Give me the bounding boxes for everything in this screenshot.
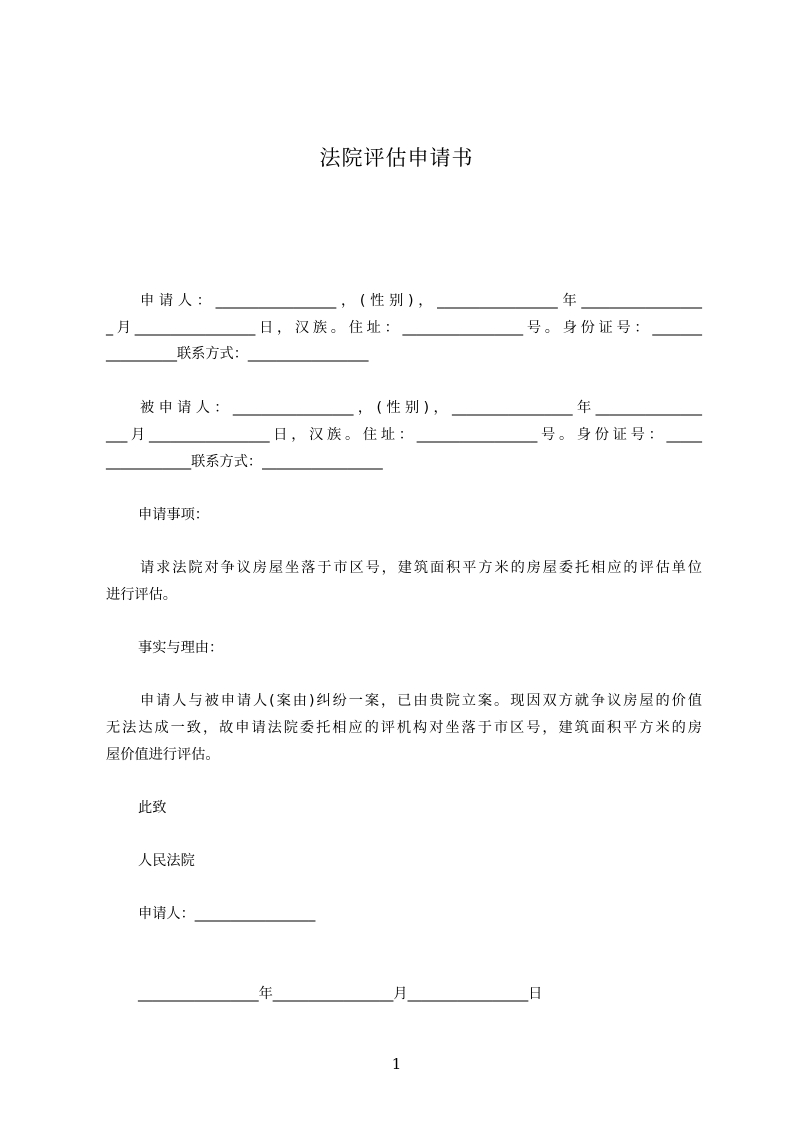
facts-heading: 事实与理由：	[138, 640, 224, 656]
respondent-line-1: 被申请人：_________________，(性别)，_________________年_______________	[140, 400, 702, 416]
signature-line: 申请人：_________________	[138, 906, 316, 922]
request-body-line-1: 请求法院对争议房屋坐落于市区号，建筑面积平方米的房屋委托相应的评估单位	[140, 560, 702, 576]
date-line: _________________年_________________月_________________日	[138, 986, 543, 1002]
applicant-line-1: 申请人：_________________，(性别)，_________________年_________________	[140, 293, 702, 309]
page-number: 1	[391, 1055, 402, 1073]
court-name: 人民法院	[138, 853, 195, 869]
applicant-line-3: __________联系方式：_________________	[106, 346, 369, 362]
applicant-line-2: _月_________________日，汉族。住址：_________________号。身份证号：_______	[106, 320, 702, 336]
facts-body-line-2: 无法达成一致，故申请法院委托相应的评机构对坐落于市区号，建筑面积平方米的房	[106, 720, 702, 736]
document-title: 法院评估申请书	[319, 146, 474, 170]
respondent-line-2: ___月_________________日，汉族。住址：_________________号。身份证号：_____	[106, 427, 702, 443]
request-body-line-2: 进行评估。	[106, 587, 177, 603]
facts-body-line-1: 申请人与被申请人(案由)纠纷一案，已由贵院立案。现因双方就争议房屋的价值	[140, 693, 702, 709]
request-heading: 申请事项：	[138, 507, 209, 523]
facts-body-line-3: 屋价值进行评估。	[106, 747, 220, 763]
closing-salutation: 此致	[138, 800, 167, 816]
respondent-line-3: ____________联系方式：_________________	[106, 454, 383, 470]
